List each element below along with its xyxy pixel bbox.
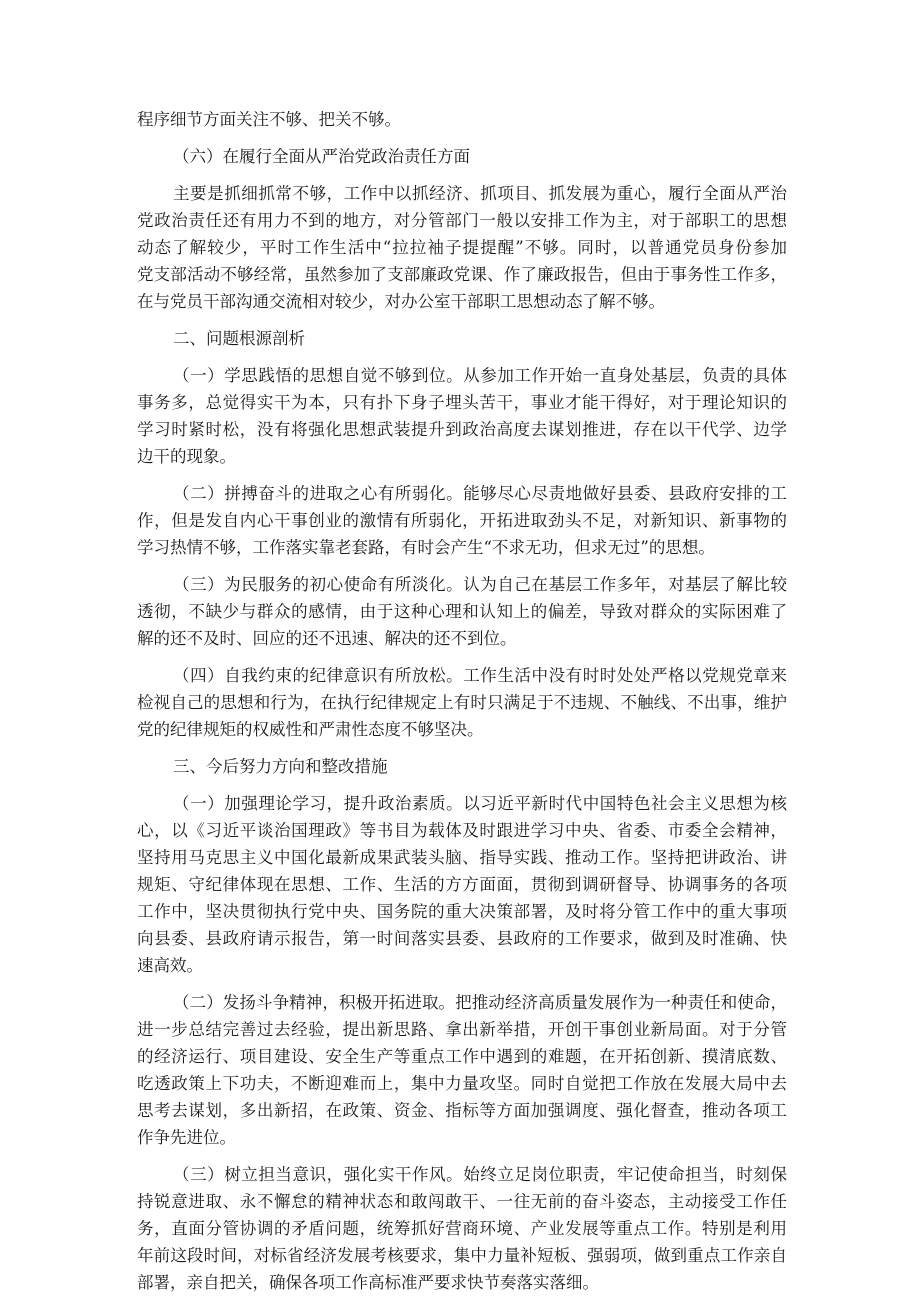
paragraph	[137, 480, 787, 561]
paragraph	[137, 362, 787, 470]
paragraph	[137, 180, 787, 315]
text-line: （二）发扬斗争精神，积极开拓进取。把推动经济高质量发展作为一种责任和使命，	[173, 993, 787, 1012]
paragraph	[137, 1161, 787, 1296]
text-line: 思考去谋划，多出新招，在政策、资金、指标等方面加强调度、强化督查，推动各项工	[137, 1101, 787, 1120]
text-line: （四）自我约束的纪律意识有所放松。工作生活中没有时时处处严格以党规党章来	[173, 666, 787, 685]
text-line: 党支部活动不够经常，虽然参加了支部廉政党课、作了廉政报告，但由于事务性工作多，	[137, 265, 787, 284]
text-line: 边干的现象。	[137, 447, 236, 466]
heading-part-3	[137, 753, 787, 780]
text-line: 党政治责任还有用力不到的地方，对分管部门一般以安排工作为主，对于部职工的思想	[137, 211, 787, 230]
text-line: 部署，亲自把关，确保各项工作高标准严要求快节奏落实落细。	[137, 1273, 599, 1292]
paragraph	[137, 989, 787, 1151]
text-line: （一）加强理论学习，提升政治素质。以习近平新时代中国特色社会主义思想为核	[173, 794, 787, 813]
text-line: 党的纪律规矩的权威性和严肃性态度不够坚决。	[137, 720, 484, 739]
text-line: 年前这段时间，对标省经济发展考核要求，集中力量补短板、强弱项，做到重点工作亲自	[137, 1246, 787, 1265]
paragraph	[137, 571, 787, 652]
text-line: 事务多，总觉得实干为本，只有扑下身子埋头苦干，事业才能干得好，对于理论知识的	[137, 393, 787, 412]
para-continuation	[137, 106, 787, 133]
text-line: 作，但是发自内心干事创业的激情有所弱化，开拓进取劲头不足，对新知识、新事物的	[137, 511, 787, 530]
paragraph	[137, 662, 787, 743]
text-line: （三）树立担当意识，强化实干作风。始终立足岗位职责，牢记使命担当，时刻保	[173, 1165, 787, 1184]
text-line: 工作中，坚决贯彻执行党中央、国务院的重大决策部署，及时将分管工作中的重大事项	[137, 902, 787, 921]
text-line: 作争先进位。	[137, 1128, 236, 1147]
text-line: 吃透政策上下功夫，不断迎难而上，集中力量攻坚。同时自觉把工作放在发展大局中去	[137, 1074, 787, 1093]
text-line: 主要是抓细抓常不够，工作中以抓经济、抓项目、抓发展为重心，履行全面从严治	[173, 184, 787, 203]
text-line: 向县委、县政府请示报告，第一时间落实县委、县政府的工作要求，做到及时准确、快	[137, 929, 787, 948]
text-line: 速高效。	[137, 956, 203, 975]
text-line: 检视自己的思想和行为，在执行纪律规定上有时只满足于不违规、不触线、不出事，维护	[137, 693, 787, 712]
text-line: 规矩、守纪律体现在思想、工作、生活的方方面面，贯彻到调研督导、协调事务的各项	[137, 875, 787, 894]
text-line: 务，直面分管协调的矛盾问题，统筹抓好营商环境、产业发展等重点工作。特别是利用	[137, 1219, 787, 1238]
text-line: 透彻，不缺少与群众的感情，由于这种心理和认知上的偏差，导致对群众的实际困难了	[137, 602, 787, 621]
text-line: （一）学思践悟的思想自觉不够到位。从参加工作开始一直身处基层，负责的具体	[173, 366, 787, 385]
text-line: 在与党员干部沟通交流相对较少，对办公室干部职工思想动态了解不够。	[137, 292, 665, 311]
text-line: 学习时紧时松，没有将强化思想武装提升到政治高度去谋划推进，存在以干代学、边学	[137, 420, 787, 439]
text-line: 动态了解较少，平时工作生活中“拉拉袖子提提醒”不够。同时，以普通党员身份参加	[137, 238, 787, 257]
text-line: 三、今后努力方向和整改措施	[173, 757, 388, 776]
text-line: 心，以《习近平谈治国理政》等书目为载体及时跟进学习中央、省委、市委全会精神，	[137, 821, 787, 840]
text-line: 程序细节方面关注不够、把关不够。	[137, 110, 401, 129]
text-line: 解的还不及时、回应的还不迅速、解决的还不到位。	[137, 629, 517, 648]
text-line: 坚持用马克思主义中国化最新成果武装头脑、指导实践、推动工作。坚持把讲政治、讲	[137, 848, 787, 867]
text-line: 二、问题根源剖析	[173, 329, 305, 348]
paragraph	[137, 790, 787, 979]
text-line: 持锐意进取、永不懈怠的精神状态和敢闯敢干、一往无前的奋斗姿态，主动接受工作任	[137, 1192, 787, 1211]
text-line: 进一步总结完善过去经验，提出新思路、拿出新举措，开创干事创业新局面。对于分管	[137, 1020, 787, 1039]
text-line: 的经济运行、项目建设、安全生产等重点工作中遇到的难题，在开拓创新、摸清底数、	[137, 1047, 787, 1066]
text-line: （六）在履行全面从严治党政治责任方面	[173, 147, 470, 166]
heading-part-2	[137, 325, 787, 352]
document-page	[137, 106, 787, 1296]
text-line: （三）为民服务的初心使命有所淡化。认为自己在基层工作多年，对基层了解比较	[173, 575, 787, 594]
text-line: （二）拼搏奋斗的进取之心有所弱化。能够尽心尽责地做好县委、县政府安排的工	[173, 484, 787, 503]
heading-section-6	[137, 143, 787, 170]
text-line: 学习热情不够，工作落实靠老套路，有时会产生“不求无功，但求无过”的思想。	[137, 538, 715, 557]
